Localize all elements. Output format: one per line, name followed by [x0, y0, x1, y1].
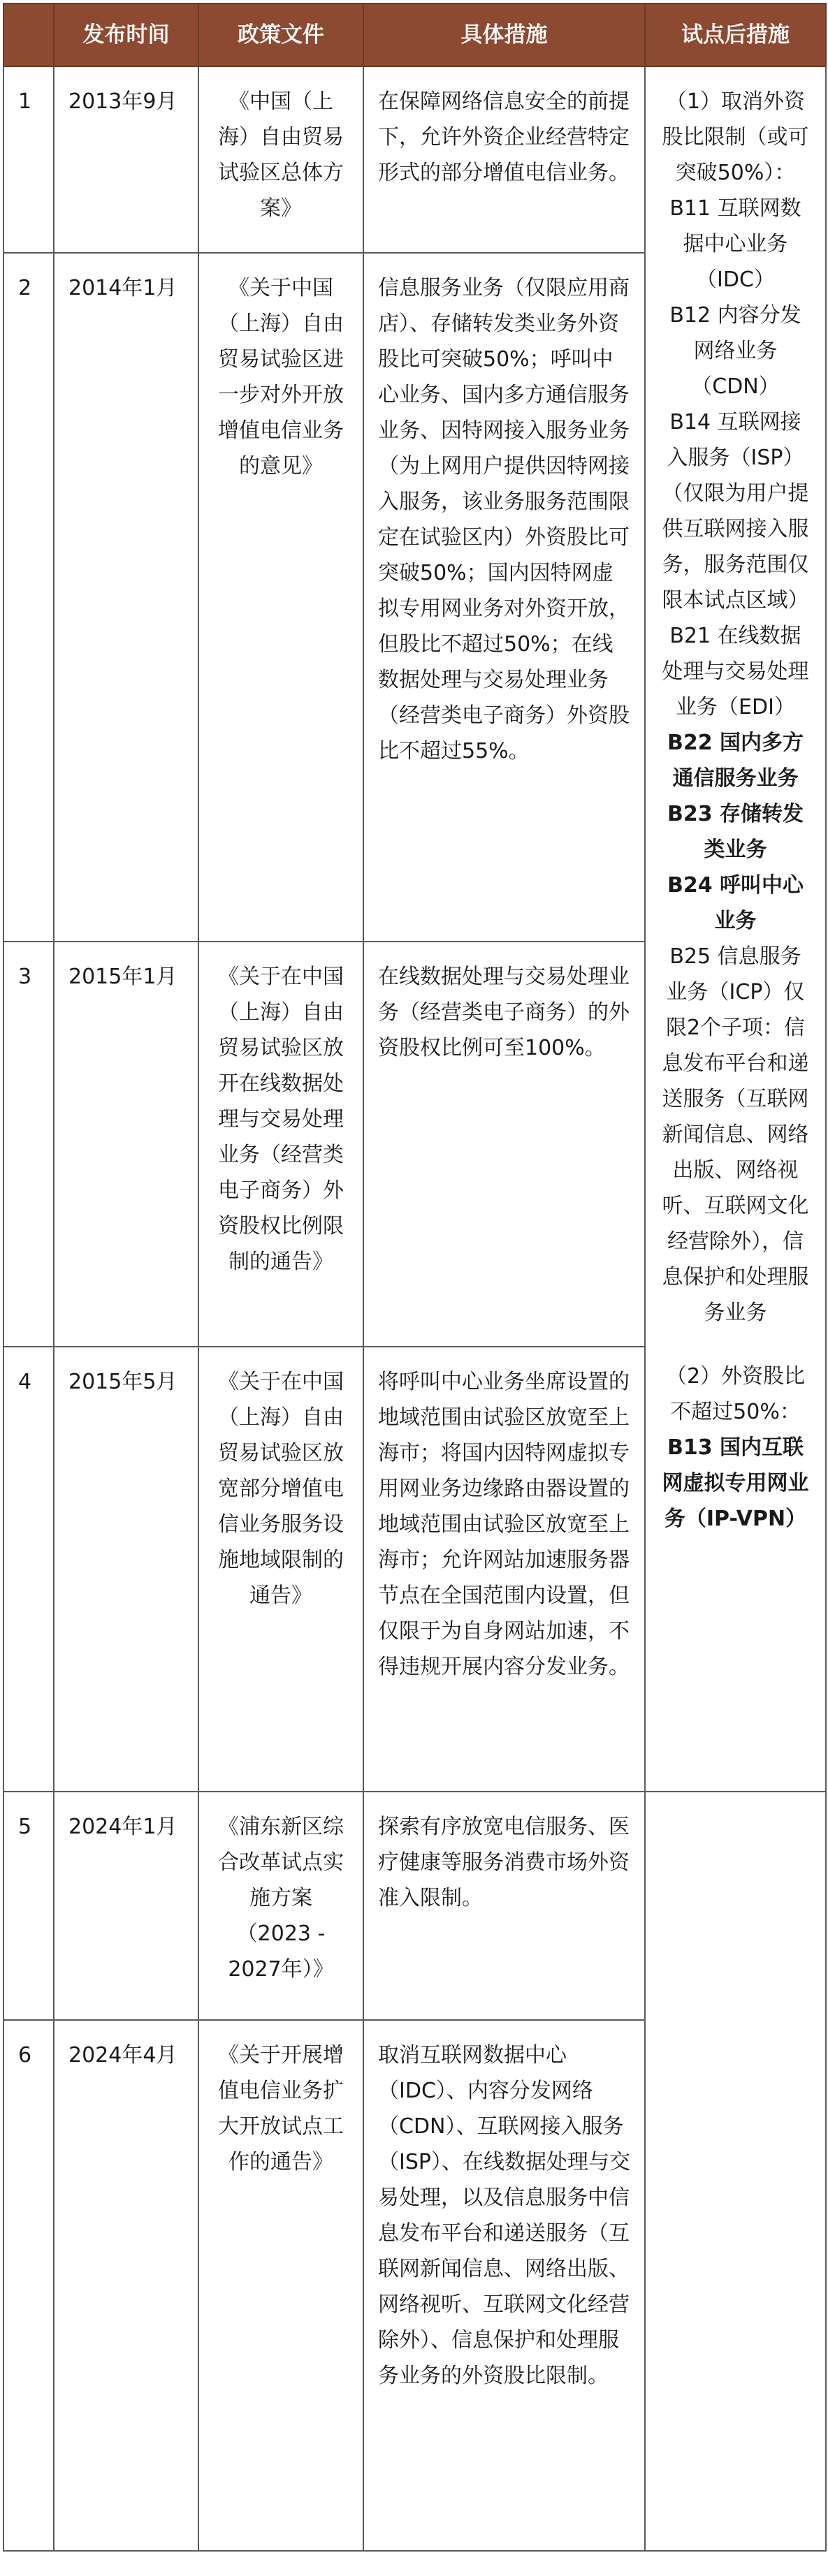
row-date: 2015年5月	[54, 1347, 198, 1792]
after-p2: B11 互联网数据中心业务（IDC）	[669, 196, 801, 292]
header-row	[3, 3, 826, 66]
after-p5: B21 在线数据处理与交易处理业务（EDI）	[662, 624, 809, 719]
header-doc: 政策文件	[198, 3, 363, 66]
row-measure: 将呼叫中心业务坐席设置的地域范围由试验区放宽至上海市；将国内因特网虚拟专用网业务边缘路由器设置的地域范围由试验区放宽至上海市；允许网站加速服务器节点在全国范围内设置，但仅限于为自身网站加速，不得违规开展内容分发业务。	[363, 1347, 645, 1792]
row-measure: 在线数据处理与交易处理业务（经营类电子商务）的外资股权比例可至100%。	[363, 942, 645, 1347]
header-measure: 具体措施	[363, 3, 645, 66]
row-doc: 《关于在中国（上海）自由贸易试验区放宽部分增值电信业务服务设施地域限制的通告》	[198, 1347, 363, 1792]
after-p3: B12 内容分发网络业务（CDN）	[669, 303, 801, 399]
row-measure: 信息服务业务（仅限应用商店）、存储转发类业务外资股比可突破50%；呼叫中心业务、国内多方通信服务业务、因特网接入服务业务（为上网用户提供因特网接入服务，该业务服务范围限定在试验区内）外资股比可突破50%；国内因特网虚拟专用网业务对外资开放，但股比不超过50%；在线数据处理与交易处理业务（经营类电子商务）外资股比不超过55%。	[363, 253, 645, 942]
row-doc: 《关于中国（上海）自由贸易试验区进一步对外开放增值电信业务的意见》	[198, 253, 363, 942]
table-row	[3, 1792, 826, 2020]
row-num: 6	[3, 2020, 54, 2551]
row-date: 2013年9月	[54, 66, 198, 253]
row-num: 1	[3, 66, 54, 253]
policy-table	[3, 3, 827, 2552]
row-doc: 《关于开展增值电信业务扩大开放试点工作的通告》	[198, 2020, 363, 2551]
table-row	[3, 66, 826, 253]
after-measures-cell	[645, 66, 826, 1792]
row-num: 2	[3, 253, 54, 942]
row-doc: 《中国（上海）自由贸易试验区总体方案》	[198, 66, 363, 253]
after-gap	[660, 1331, 811, 1359]
row-date: 2015年1月	[54, 942, 198, 1347]
after-p6: B22 国内多方通信服务业务	[667, 731, 804, 791]
row-doc: 《浦东新区综合改革试点实施方案（2023 - 2027年）》	[198, 1792, 363, 2020]
row-date: 2014年1月	[54, 253, 198, 942]
row-measure: 取消互联网数据中心（IDC）、内容分发网络（CDN）、互联网接入服务（ISP）、在线数据处理与交易处理，以及信息服务中信息发布平台和递送服务（互联网新闻信息、网络出版、网络视听、互联网文化经营除外）、信息保护和处理服务业务的外资股比限制。	[363, 2020, 645, 2551]
after-p4: B14 互联网接入服务（ISP）（仅限为用户提供互联网接入服务，服务范围仅限本试点区域）	[662, 410, 809, 613]
header-after: 试点后措施	[645, 3, 826, 66]
row-doc: 《关于在中国（上海）自由贸易试验区放开在线数据处理与交易处理业务（经营类电子商务）外资股权比例限制的通告》	[198, 942, 363, 1347]
after-p1: （1）取消外资股比限制（或可突破50%）：	[662, 89, 809, 185]
row-measure: 探索有序放宽电信服务、医疗健康等服务消费市场外资准入限制。	[363, 1792, 645, 2020]
after-p11: B13 国内互联网虚拟专用网业务（IP-VPN）	[662, 1435, 809, 1531]
row-measure: 在保障网络信息安全的前提下，允许外资企业经营特定形式的部分增值电信业务。	[363, 66, 645, 253]
row-num: 3	[3, 942, 54, 1347]
after-p9: B25 信息服务业务（ICP）仅限2个子项：信息发布平台和递送服务（互联网新闻信息、网络出版、网络视听、互联网文化经营除外），信息保护和处理服务业务	[662, 944, 809, 1325]
header-date: 发布时间	[54, 3, 198, 66]
after-p10: （2）外资股比不超过50%：	[665, 1364, 806, 1424]
after-p8: B24 呼叫中心业务	[667, 873, 804, 933]
row-num: 4	[3, 1347, 54, 1792]
row-date: 2024年1月	[54, 1792, 198, 2020]
header-num	[3, 3, 54, 66]
row-num: 5	[3, 1792, 54, 2020]
after-empty-cell	[645, 1792, 826, 2551]
row-date: 2024年4月	[54, 2020, 198, 2551]
after-p7: B23 存储转发类业务	[667, 802, 804, 862]
